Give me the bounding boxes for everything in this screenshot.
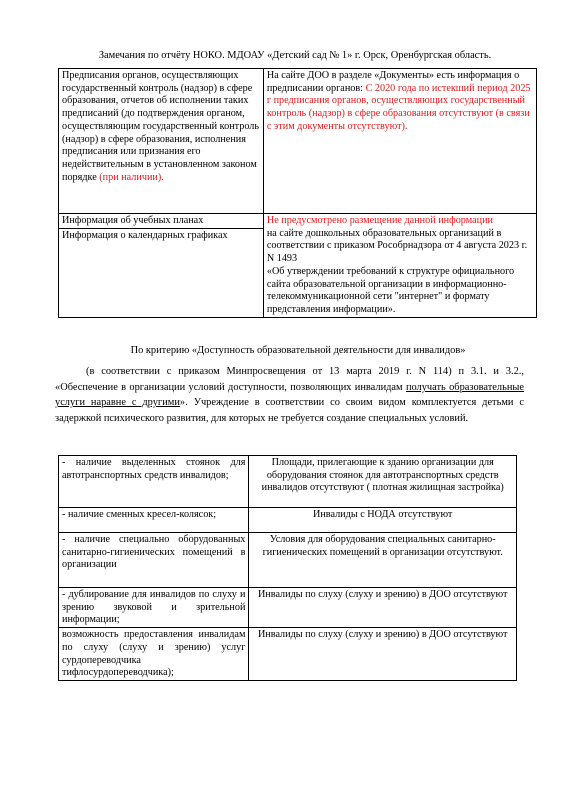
status-cell: Инвалиды с НОДА отсутствуют <box>249 508 517 533</box>
table-row <box>59 69 537 214</box>
section-heading: По критерию «Доступность образовательной деятельности для инвалидов» <box>130 345 466 356</box>
table-row <box>59 214 537 318</box>
table-row <box>59 588 517 628</box>
table-row <box>59 508 517 533</box>
cell-text: на сайте дошкольных образовательных организаций в соответствии с приказом Рособрнадзора от 4 августа 2023 г. N 1493 <box>266 227 528 265</box>
table-cell-label <box>59 214 264 318</box>
table-row <box>59 456 517 508</box>
paragraph-text: (в соответствии с приказом Минпросвещения от 13 марта 2019 г. N 114) п 3.1. и 3.2., «Обеспечение в организации условий доступности, позволяющих инвалидам <box>55 366 524 393</box>
table-cell-label <box>59 69 264 214</box>
criterion-cell: - наличие специально оборудованных санитарно-гигиенических помещений в организации <box>59 533 249 588</box>
status-cell: Условия для оборудования специальных санитарно-гигиенических помещений в организации отсутствуют. <box>249 533 517 588</box>
criterion-cell: - наличие выделенных стоянок для автотранспортных средств инвалидов; <box>59 456 249 508</box>
cell-text-red: (при наличии). <box>99 171 164 183</box>
table-row <box>59 533 517 588</box>
label-study-plans: Информация об учебных планах <box>59 214 263 229</box>
document-title: Замечания по отчёту НОКО. МДОАУ «Детский сад № 1» г. Орск, Оренбургская область. <box>98 50 492 61</box>
report-remarks-table <box>58 68 537 318</box>
status-cell: Инвалиды по слуху (слуху и зрению) в ДОО отсутствуют <box>249 628 517 681</box>
paragraph-underlined-text: получать образовательные услуги наравне с другими <box>55 381 524 409</box>
section-paragraph <box>55 364 524 426</box>
paragraph-text: ». Учреждение в соответствии со своим видом комплектуется детьми с задержкой психического развития, для которых не требуется создание специальных условий. <box>55 397 524 424</box>
cell-text: На сайте ДОО в разделе «Документы» есть информация о предписании органов: <box>266 70 520 94</box>
cell-text-quote: «Об утверждении требований к структуре официального сайта образовательной организации в информационно-телекоммуникационной сети "интернет" и формату представления информации». <box>266 265 515 315</box>
table-row <box>59 628 517 681</box>
cell-text-red: С 2020 года по истекший период 2025 г предписания органов, осуществляющих государственный контроль (надзор) в сфере образования отсутствуют (в связи с этим документы отсутствуют). <box>266 82 531 132</box>
table-cell-value <box>263 214 536 318</box>
criterion-cell: - наличие сменных кресел-колясок; <box>59 508 249 533</box>
accessibility-table <box>58 455 517 681</box>
criterion-cell: возможность предоставления инвалидам по слуху (слуху и зрению) услуг сурдопереводчика тифлосурдопереводчика); <box>59 628 249 681</box>
label-calendar-schedules: Информация о календарных графиках <box>62 229 228 241</box>
cell-text: Предписания органов, осуществляющих государственный контроль (надзор) в сфере образования, отчетов об исполнении таких предписаний (до подтверждения органом, осуществляющим государственный контроль (надзор) в сфере образования, исполнения предписания или признания его недействительным в установленном законом порядке <box>62 70 260 183</box>
status-cell: Инвалиды по слуху (слуху и зрению) в ДОО отсутствуют <box>249 588 517 628</box>
table-cell-value <box>263 69 536 214</box>
cell-text-red: Не предусмотрено размещение данной информации <box>266 215 493 226</box>
status-cell: Площади, прилегающие к зданию организации для оборудования стоянок для автотранспортных средств инвалидов отсутствуют ( плотная жилищная застройка) <box>249 456 517 508</box>
criterion-cell: - дублирование для инвалидов по слуху и зрению звуковой и зрительной информации; <box>59 588 249 628</box>
